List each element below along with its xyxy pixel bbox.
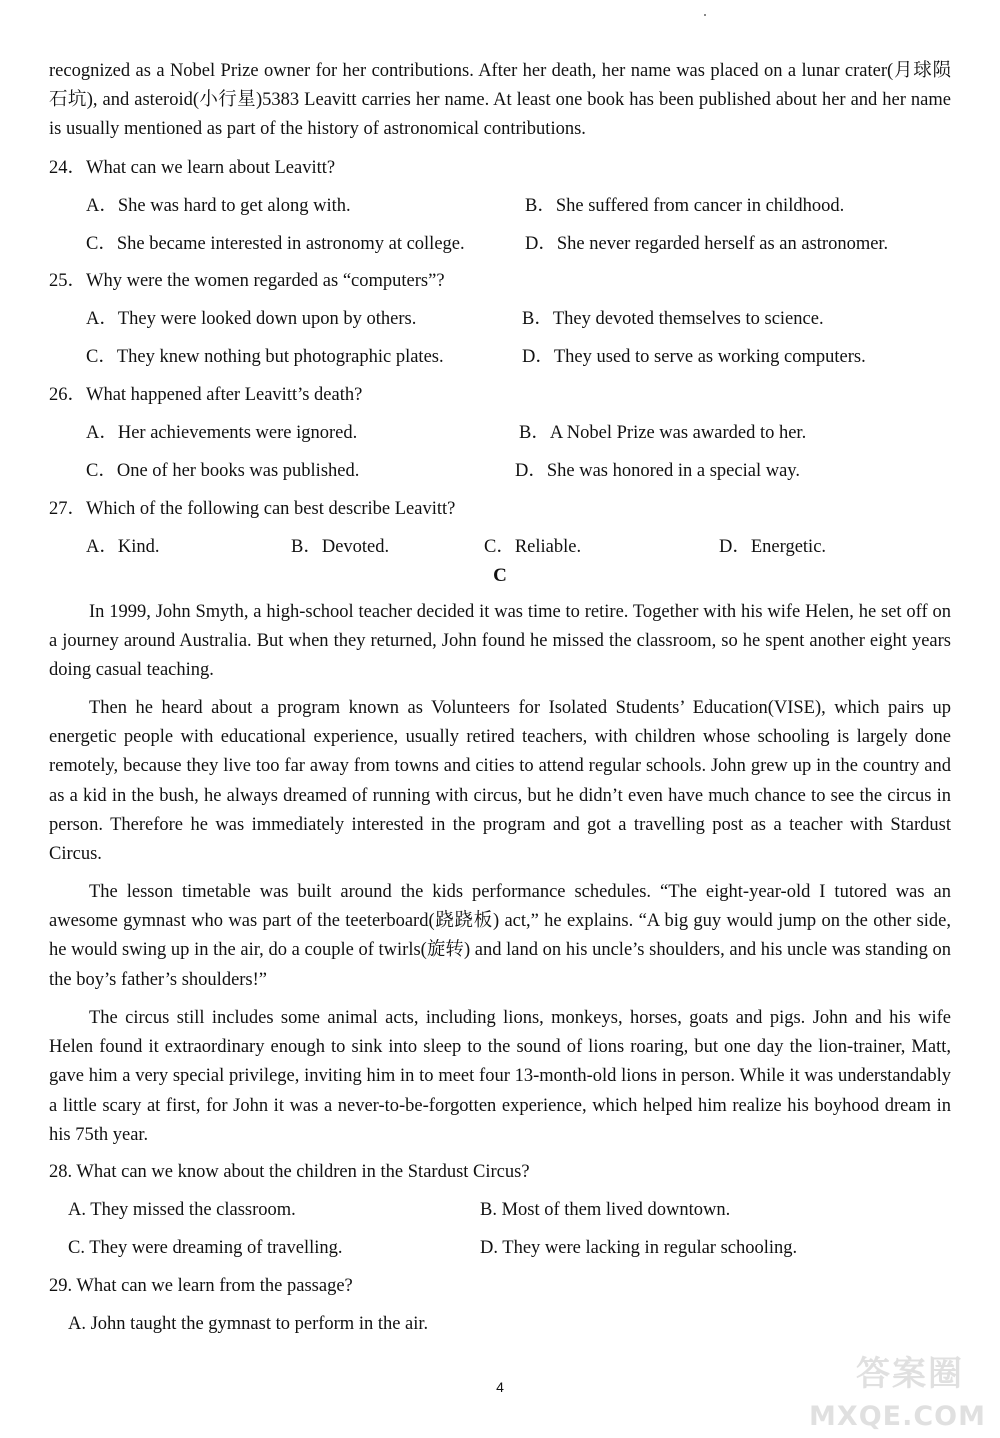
q25-option-b: B．They devoted themselves to science. (522, 309, 824, 329)
q26-option-a: A．Her achievements were ignored. (86, 423, 358, 443)
q26-option-d: D．She was honored in a special way. (515, 461, 800, 481)
section-c-paragraph-3: The lesson timetable was built around the kids performance schedules. “The eight-year-old I tutored was an awesome gymnast who was part of the teeterboard(跷跷板) act,” he explains. “A big guy would jump on the other side, he would swing up in the air, do a couple of twirls(旋转) and land on his uncle’s shoulders, and his uncle was standing on the boy’s father’s shoulders!” (49, 882, 951, 990)
passage-b-ending: recognized as a Nobel Prize owner for her contributions. After her death, her name was placed on a lunar crater(月球陨石坑), and asteroid(小行星)5383 Leavitt carries her name. At least one book has been published about her and her name is usually mentioned as part of the history of astronomical contributions. (49, 61, 951, 140)
q26-option-b: B．A Nobel Prize was awarded to her. (519, 423, 807, 443)
scan-speck (704, 14, 706, 16)
q24-option-a: A．She was hard to get along with. (86, 196, 351, 216)
q28-option-b: B. Most of them lived downtown. (480, 1200, 731, 1220)
section-c-paragraph-2: Then he heard about a program known as Volunteers for Isolated Students’ Education(VISE), which pairs up energetic people with educational experience, usually retired teachers, with children whose schooling is largely done remotely, because they live too far away from towns and cities to attend regular schools. John grew up in the country and as a kid in the bush, he always dreamed of running with circus, but he didn’t even have much chance to see the circus in person. Therefore he was immediately interested in the program and got a travelling post as a teacher with Stardust Circus. (49, 698, 951, 865)
question-27: 27．Which of the following can best describe Leavitt? (49, 499, 456, 519)
q24-option-c: C．She became interested in astronomy at college. (86, 234, 465, 254)
q25-option-d: D．They used to serve as working computers. (522, 347, 866, 367)
watermark-url-text: MXQE.COM (809, 1401, 986, 1432)
q27-option-d: D．Energetic. (719, 537, 827, 557)
q28-option-a: A. They missed the classroom. (68, 1200, 296, 1220)
q27-option-c: C．Reliable. (484, 537, 582, 557)
q25-option-c: C．They knew nothing but photographic plates. (86, 347, 444, 367)
question-29: 29. What can we learn from the passage? (49, 1276, 353, 1296)
question-24: 24．What can we learn about Leavitt? (49, 158, 336, 178)
page-number: 4 (496, 1379, 504, 1395)
watermark-chinese-text: 答案圈 (856, 1354, 964, 1394)
section-c-paragraph-1: In 1999, John Smyth, a high-school teacher decided it was time to retire. Together with his wife Helen, he set off on a journey around Australia. But when they returned, John found he missed the classroom, so he spent another eight years doing casual teaching. (49, 602, 951, 681)
q26-option-c: C．One of her books was published. (86, 461, 360, 481)
section-c-heading: C (493, 565, 507, 586)
question-28: 28. What can we know about the children in the Stardust Circus? (49, 1162, 530, 1182)
q28-option-d: D. They were lacking in regular schooling. (480, 1238, 798, 1258)
question-25: 25．Why were the women regarded as “computers”? (49, 271, 445, 291)
q28-option-c: C. They were dreaming of travelling. (68, 1238, 343, 1258)
q24-option-d: D．She never regarded herself as an astronomer. (525, 234, 889, 254)
section-c-paragraph-4: The circus still includes some animal acts, including lions, monkeys, horses, goats and pigs. John and his wife Helen found it extraordinary enough to sink into sleep to the sound of lions roaring, but one day the lion-trainer, Matt, gave him a very special privilege, inviting him in to meet four 13-month-old lions in person. While it was understandably a little scary at first, for John it was a never-to-be-forgotten experience, which helped him realize his boyhood dream in his 75th year. (49, 1008, 951, 1145)
q24-option-b: B．She suffered from cancer in childhood. (525, 196, 845, 216)
q29-option-a: A. John taught the gymnast to perform in the air. (68, 1314, 429, 1334)
q27-option-a: A．Kind. (86, 537, 160, 557)
q27-option-b: B．Devoted. (291, 537, 390, 557)
q25-option-a: A．They were looked down upon by others. (86, 309, 417, 329)
question-26: 26．What happened after Leavitt’s death? (49, 385, 363, 405)
site-watermark-logo (796, 1344, 986, 1434)
